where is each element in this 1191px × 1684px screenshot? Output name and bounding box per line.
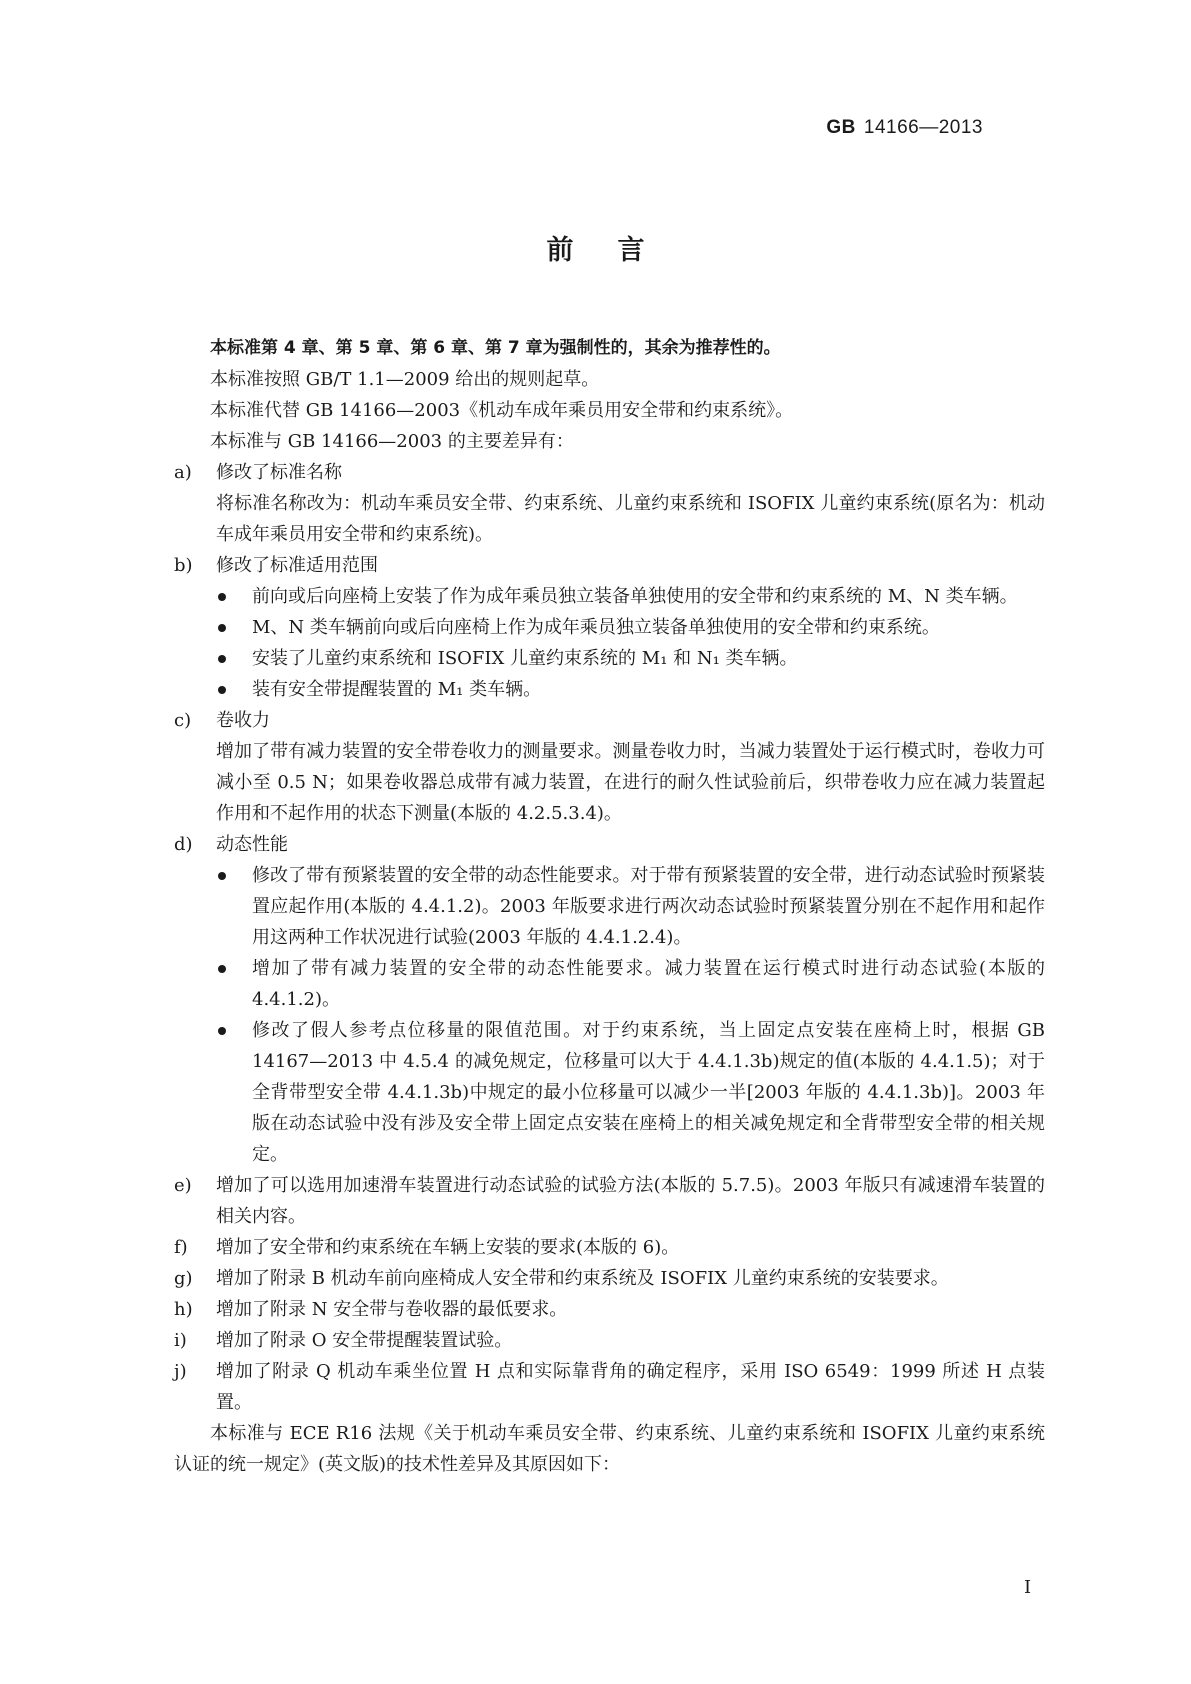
drafting-rules-statement: 本标准按照 GB/T 1.1—2009 给出的规则起草。 xyxy=(210,369,600,390)
bullet-item: 修改了带有预紧装置的安全带的动态性能要求。对于带有预紧装置的安全带，进行动态试验时预紧装置应起作用(本版的 4.4.1.2)。2003 年版要求进行两次动态试验时预紧装置分别在不起作用和起作用这两种工作状况进行试验(2003 年版的 4.4.1.2.4)。 xyxy=(216,860,1045,953)
list-item-j xyxy=(174,1356,1045,1418)
list-item-g xyxy=(174,1263,1045,1294)
item-marker: b) xyxy=(174,555,193,576)
page-number: I xyxy=(1024,1577,1032,1598)
item-title: 卷收力 xyxy=(216,710,270,731)
item-title: 修改了标准名称 xyxy=(216,462,342,483)
list-item-e xyxy=(174,1170,1045,1232)
item-marker: i) xyxy=(174,1330,187,1351)
item-title: 动态性能 xyxy=(216,834,288,855)
item-marker: f) xyxy=(174,1237,188,1258)
standard-number xyxy=(826,117,983,139)
replacement-statement: 本标准代替 GB 14166—2003《机动车成年乘员用安全带和约束系统》。 xyxy=(210,400,794,421)
list-item-a xyxy=(174,457,1045,550)
list-item-c xyxy=(174,705,1045,829)
list-item-h xyxy=(174,1294,1045,1325)
page-title: 前言 xyxy=(546,235,689,266)
item-text: 增加了安全带和约束系统在车辆上安装的要求(本版的 6)。 xyxy=(216,1237,680,1258)
list-item-f xyxy=(174,1232,1045,1263)
item-text: 增加了附录 Q 机动车乘坐位置 H 点和实际靠背角的确定程序，采用 ISO 6549：1999 所述 H 点装置。 xyxy=(216,1361,1045,1413)
item-detail: 将标准名称改为：机动车乘员安全带、约束系统、儿童约束系统和 ISOFIX 儿童约束系统(原名为：机动车成年乘员用安全带和约束系统)。 xyxy=(216,493,1045,545)
ece-differences-intro: 本标准与 ECE R16 法规《关于机动车乘员安全带、约束系统、儿童约束系统和 ISOFIX 儿童约束系统认证的统一规定》(英文版)的技术性差异及其原因如下： xyxy=(174,1423,1045,1475)
bullet-item: 装有安全带提醒装置的 M₁ 类车辆。 xyxy=(216,674,1045,705)
item-marker: e) xyxy=(174,1175,192,1196)
bullet-list xyxy=(216,860,1045,1170)
item-marker: g) xyxy=(174,1268,193,1289)
bullet-item: 前向或后向座椅上安装了作为成年乘员独立装备单独使用的安全带和约束系统的 M、N 类车辆。 xyxy=(216,581,1045,612)
list-item-b xyxy=(174,550,1045,705)
item-marker: d) xyxy=(174,834,193,855)
item-detail: 增加了带有减力装置的安全带卷收力的测量要求。测量卷收力时，当减力装置处于运行模式时，卷收力可减小至 0.5 N；如果卷收器总成带有减力装置，在进行的耐久性试验前后，织带卷收力应在减力装置起作用和不起作用的状态下测量(本版的 4.2.5.3.4)。 xyxy=(216,741,1045,824)
item-text: 增加了附录 O 安全带提醒装置试验。 xyxy=(216,1330,513,1351)
bullet-item: M、N 类车辆前向或后向座椅上作为成年乘员独立装备单独使用的安全带和约束系统。 xyxy=(216,612,1045,643)
mandatory-clause-statement: 本标准第 4 章、第 5 章、第 6 章、第 7 章为强制性的，其余为推荐性的。 xyxy=(210,338,781,358)
differences-intro: 本标准与 GB 14166—2003 的主要差异有： xyxy=(210,431,574,452)
list-item-d xyxy=(174,829,1045,1170)
item-marker: c) xyxy=(174,710,192,731)
item-text: 增加了可以选用加速滑车装置进行动态试验的试验方法(本版的 5.7.5)。2003 年版只有减速滑车装置的相关内容。 xyxy=(216,1175,1045,1227)
item-text: 增加了附录 N 安全带与卷收器的最低要求。 xyxy=(216,1299,568,1320)
item-title: 修改了标准适用范围 xyxy=(216,555,378,576)
standard-code: 14166—2013 xyxy=(863,117,983,138)
bullet-list xyxy=(216,581,1045,705)
foreword-body xyxy=(174,333,1045,1480)
item-marker: h) xyxy=(174,1299,193,1320)
bullet-item: 修改了假人参考点位移量的限值范围。对于约束系统，当上固定点安装在座椅上时，根据 GB 14167—2013 中 4.5.4 的减免规定，位移量可以大于 4.4.1.3b)规定的值(本版的 4.4.1.5)；对于全背带型安全带 4.4.1.3b)中规定的最小位移量可以减少一半[2003 年版的 4.4.1.3b)]。2003 年版在动态试验中没有涉及安全带上固定点安装在座椅上的相关减免规定和全背带型安全带的相关规定。 xyxy=(216,1015,1045,1170)
standard-prefix: GB xyxy=(826,117,856,138)
item-text: 增加了附录 B 机动车前向座椅成人安全带和约束系统及 ISOFIX 儿童约束系统的安装要求。 xyxy=(216,1268,949,1289)
item-marker: j) xyxy=(174,1361,187,1382)
list-item-i xyxy=(174,1325,1045,1356)
bullet-item: 增加了带有减力装置的安全带的动态性能要求。减力装置在运行模式时进行动态试验(本版的 4.4.1.2)。 xyxy=(216,953,1045,1015)
bullet-item: 安装了儿童约束系统和 ISOFIX 儿童约束系统的 M₁ 和 N₁ 类车辆。 xyxy=(216,643,1045,674)
item-marker: a) xyxy=(174,462,192,483)
